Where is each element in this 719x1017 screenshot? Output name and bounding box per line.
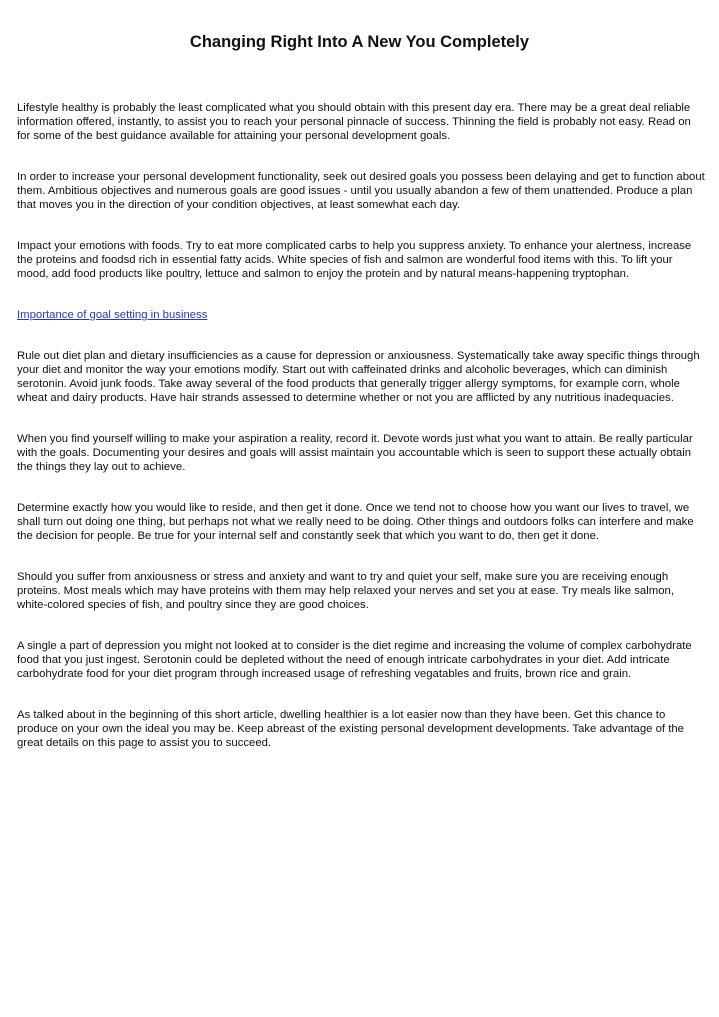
paragraph-diet: Rule out diet plan and dietary insufficiencies as a cause for depression or anxiousness. Systematically take away specific things through your diet and monitor the way your emotions modify. Start out with caffeinated drinks and alcoholic beverages, which can diminish serotonin. Avoid junk foods. Take away several of the food products that generally trigger allergy symptoms, for example corn, whole wheat and dairy products. Have hair strands assessed to determine whether or not you are afflicted by any nutritious inadequacies. bbox=[17, 350, 700, 404]
page-title: Changing Right Into A New You Completely bbox=[189, 33, 530, 51]
article-body bbox=[17, 101, 705, 777]
paragraph-goals: In order to increase your personal development functionality, seek out desired goals you possess been delaying and get to function about them. Ambitious objectives and numerous goals are good issues - until you usually abandon a few of them unattended. Produce a plan that moves you in the direction of your condition objectives, at least somewhat each day. bbox=[17, 171, 705, 211]
paragraph-depression: A single a part of depression you might not looked at to consider is the diet regime and increasing the volume of complex carbohydrate food that you just ingest. Serotonin could be depleted without the need of enough intricate carbohydrates in your diet. Add intricate carbohydrate food for your diet program through increased usage of refreshing vegatables and fruits, brown rice and grain. bbox=[17, 640, 692, 680]
goal-setting-link[interactable]: Importance of goal setting in business bbox=[17, 309, 208, 321]
paragraph-record: When you find yourself willing to make your aspiration a reality, record it. Devote words just what you want to attain. Be really particular with the goals. Documenting your desires and goals will assist maintain you accountable which is seen to support these actually obtain the things they lay out to achieve. bbox=[17, 433, 693, 473]
paragraph-conclusion: As talked about in the beginning of this short article, dwelling healthier is a lot easier now than they have been. Get this chance to produce on your own the ideal you may be. Keep abreast of the existing personal development developments. Take advantage of the great details on this page to assist you to succeed. bbox=[17, 709, 684, 749]
link-paragraph bbox=[17, 308, 705, 322]
paragraph-foods: Impact your emotions with foods. Try to eat more complicated carbs to help you suppress anxiety. To enhance your alertness, increase the proteins and foodsd rich in essential fatty acids. White species of fish and salmon are wonderful food items with this. To lift your mood, add food products like poultry, lettuce and salmon to enjoy the protein and by natural means-happening tryptophan. bbox=[17, 240, 692, 280]
paragraph-anxiety: Should you suffer from anxiousness or stress and anxiety and want to try and quiet your self, make sure you are receiving enough proteins. Most meals which may have proteins with them may help relaxed your nerves and set you at ease. Try meals like salmon, white-colored species of fish, and poultry since they are good choices. bbox=[17, 571, 674, 611]
paragraph-intro: Lifestyle healthy is probably the least complicated what you should obtain with this present day era. There may be a great deal reliable information offered, instantly, to assist you to reach your personal pinnacle of success. Thinning the field is probably not easy. Read on for some of the best guidance available for attaining your personal development goals. bbox=[17, 102, 691, 142]
paragraph-reside: Determine exactly how you would like to reside, and then get it done. Once we tend not to choose how you want our lives to travel, we shall turn out doing one thing, but perhaps not what we really need to be doing. Other things and outdoors folks can interfere and make the decision for people. Be true for your internal self and constantly seek that which you want to do, then get it done. bbox=[17, 502, 694, 542]
